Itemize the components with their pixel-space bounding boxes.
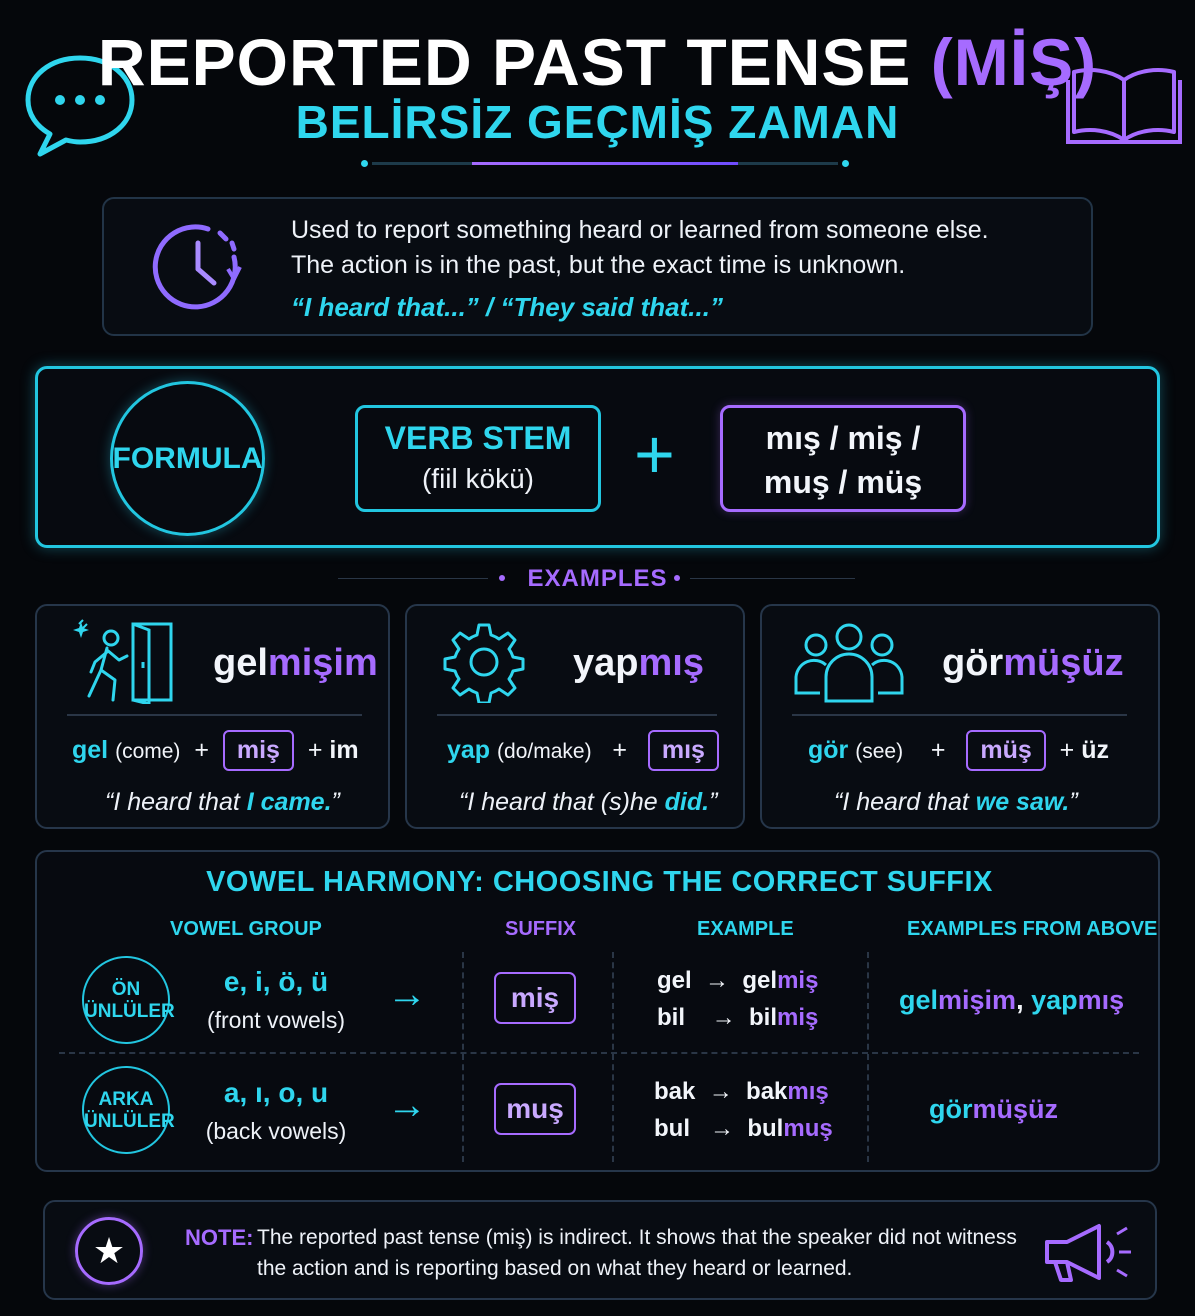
plus: + <box>194 736 209 764</box>
suffix-chip: miş <box>223 730 294 771</box>
page-subtitle: BELİRSİZ GEÇMİŞ ZAMAN <box>295 96 900 148</box>
vowel-group-badge-front <box>82 956 175 1044</box>
quote-highlight: we saw. <box>975 788 1070 816</box>
arrow-icon: → <box>710 1115 735 1142</box>
root: gel <box>72 736 109 764</box>
example-suffix: muş <box>783 1115 833 1142</box>
page-title <box>0 26 1195 98</box>
example-card-gelmisim <box>35 604 390 829</box>
above-suffix: mış <box>1077 985 1125 1015</box>
column-header-suffix: SUFFIX <box>505 918 577 940</box>
above-stem: yap <box>1031 985 1078 1015</box>
example-line <box>657 1004 818 1032</box>
ending: im <box>329 736 359 764</box>
group-of-people-icon <box>792 621 906 703</box>
examples-heading: EXAMPLES <box>527 565 668 592</box>
example-word <box>213 642 378 685</box>
quote-end: ” <box>331 788 340 816</box>
suffix-chip-mus: muş <box>494 1083 576 1135</box>
title-main: REPORTED PAST TENSE <box>97 25 912 99</box>
card-divider <box>67 714 362 716</box>
definition-line-2: The action is in the past, but the exact time is unknown. <box>291 251 906 279</box>
word-suffix: mişim <box>267 642 378 684</box>
example-suffix: miş <box>777 967 819 994</box>
badge-line: ÜNLÜLER <box>84 1111 175 1132</box>
formation <box>72 730 359 771</box>
card-divider <box>437 714 717 716</box>
definition-panel <box>102 197 1093 336</box>
example-line <box>654 1115 833 1143</box>
examples-from-above <box>899 985 1124 1016</box>
title-divider-accent <box>472 162 738 165</box>
column-header-examples-from-above: EXAMPLES FROM ABOVE <box>907 918 1158 940</box>
note-label: NOTE: <box>185 1225 254 1250</box>
formation <box>808 730 1109 771</box>
star-icon: ★ <box>75 1217 143 1285</box>
note-panel <box>43 1200 1157 1300</box>
arrow-icon: → <box>705 967 730 994</box>
example-translation <box>834 788 1078 817</box>
back-vowels-description: (back vowels) <box>205 1118 347 1144</box>
example-suffix: mış <box>787 1078 829 1105</box>
column-divider <box>867 952 869 1162</box>
quote-end: ” <box>1069 788 1078 816</box>
vowel-harmony-title: VOWEL HARMONY: CHOOSING THE CORRECT SUFFIX <box>206 866 993 898</box>
badge-line: ÜNLÜLER <box>84 1001 175 1022</box>
gloss: (come) <box>115 740 181 763</box>
arrow-icon: → <box>708 1078 733 1105</box>
formation <box>447 730 719 771</box>
examples-dot-right <box>674 575 680 581</box>
gear-icon <box>443 621 525 703</box>
quote-text: “I heard that <box>105 788 247 816</box>
plus: + <box>307 736 323 764</box>
root: gör <box>808 736 849 764</box>
formula-panel <box>35 366 1160 548</box>
example-root: gel <box>657 967 692 994</box>
example-card-yapmis <box>405 604 745 829</box>
clock-icon <box>148 217 248 317</box>
definition-line-1: Used to report something heard or learned from someone else. <box>291 216 989 244</box>
example-root: bul <box>654 1115 690 1142</box>
example-stem: bil <box>749 1004 778 1031</box>
example-suffix: miş <box>777 1004 819 1031</box>
above-suffix: mişim <box>938 985 1017 1015</box>
column-divider <box>612 952 614 1162</box>
suffix-line-1: mış / miş / <box>765 420 921 456</box>
suffix-line-2: muş / müş <box>763 464 923 500</box>
badge-line: ARKA <box>98 1089 154 1110</box>
quote-highlight: I came. <box>246 788 332 816</box>
word-stem: gör <box>942 642 1004 684</box>
word-suffix: müşüz <box>1003 642 1124 684</box>
word-stem: yap <box>573 642 639 684</box>
plus: + <box>930 736 946 764</box>
plus: + <box>612 736 628 764</box>
suffix-chip: müş <box>966 730 1045 771</box>
row-divider <box>59 1052 1139 1054</box>
plus-sign: + <box>634 415 675 493</box>
example-card-gormusuz <box>760 604 1160 829</box>
divider-dot-left <box>361 160 368 167</box>
card-divider <box>792 714 1127 716</box>
quote-highlight: did. <box>664 788 710 816</box>
verb-stem-title: VERB STEM <box>384 420 572 456</box>
example-root: bil <box>657 1004 685 1031</box>
vowel-harmony-panel <box>35 850 1160 1172</box>
example-stem: bak <box>746 1078 788 1105</box>
arrow-icon: → <box>387 972 427 1016</box>
above-separator: , <box>1016 985 1032 1015</box>
suffix-box <box>720 405 966 512</box>
arrow-icon: → <box>711 1004 736 1031</box>
note-line-1: The reported past tense (miş) is indirect. It shows that the speaker did not witness <box>257 1226 1017 1249</box>
example-translation <box>459 788 717 817</box>
badge-line: ÖN <box>111 979 141 1000</box>
example-translation <box>105 788 340 817</box>
quote-text: “I heard that (s)he <box>459 788 665 816</box>
word-stem: gel <box>213 642 268 684</box>
examples-from-above <box>929 1094 1058 1125</box>
example-stem: bul <box>747 1115 784 1142</box>
arrow-icon: → <box>387 1083 427 1127</box>
title-divider-right <box>738 162 838 165</box>
above-stem: gel <box>899 985 939 1015</box>
note-line-2: the action and is reporting based on what they heard or learned. <box>257 1257 853 1280</box>
walking-through-door-icon <box>73 618 179 704</box>
vowel-group-badge-back <box>82 1066 175 1154</box>
example-word <box>573 642 704 685</box>
column-divider <box>462 952 464 1162</box>
column-header-vowel-group: VOWEL GROUP <box>170 918 322 940</box>
above-suffix: müşüz <box>972 1094 1059 1124</box>
examples-divider-right <box>690 578 855 579</box>
plus: + <box>1059 736 1075 764</box>
example-root: bak <box>654 1078 696 1105</box>
example-stem: gel <box>742 967 778 994</box>
verb-stem-box <box>355 405 601 512</box>
divider-dot-right <box>842 160 849 167</box>
column-header-example: EXAMPLE <box>697 918 794 940</box>
formula-label: FORMULA <box>110 381 265 536</box>
verb-stem-subtitle: (fiil kökü) <box>421 463 534 494</box>
title-suffix: (MİŞ) <box>930 25 1098 99</box>
suffix-chip: mış <box>648 730 719 771</box>
ending: üz <box>1081 736 1109 764</box>
front-vowels-description: (front vowels) <box>206 1007 346 1033</box>
example-line <box>657 967 818 995</box>
above-stem: gör <box>929 1094 973 1124</box>
quote-text: “I heard that <box>834 788 976 816</box>
gloss: (do/make) <box>497 740 592 763</box>
word-suffix: mış <box>638 642 704 684</box>
front-vowels: e, i, ö, ü <box>223 966 329 997</box>
root: yap <box>447 736 491 764</box>
title-divider <box>372 162 472 165</box>
megaphone-icon <box>1041 1220 1137 1284</box>
quote-end: ” <box>709 788 718 816</box>
example-word <box>942 642 1124 685</box>
gloss: (see) <box>855 740 904 763</box>
suffix-chip-mis: miş <box>494 972 576 1024</box>
definition-quote: “I heard that...” / “They said that...” <box>291 292 723 322</box>
example-line <box>654 1078 829 1106</box>
back-vowels: a, ı, o, u <box>223 1077 329 1108</box>
